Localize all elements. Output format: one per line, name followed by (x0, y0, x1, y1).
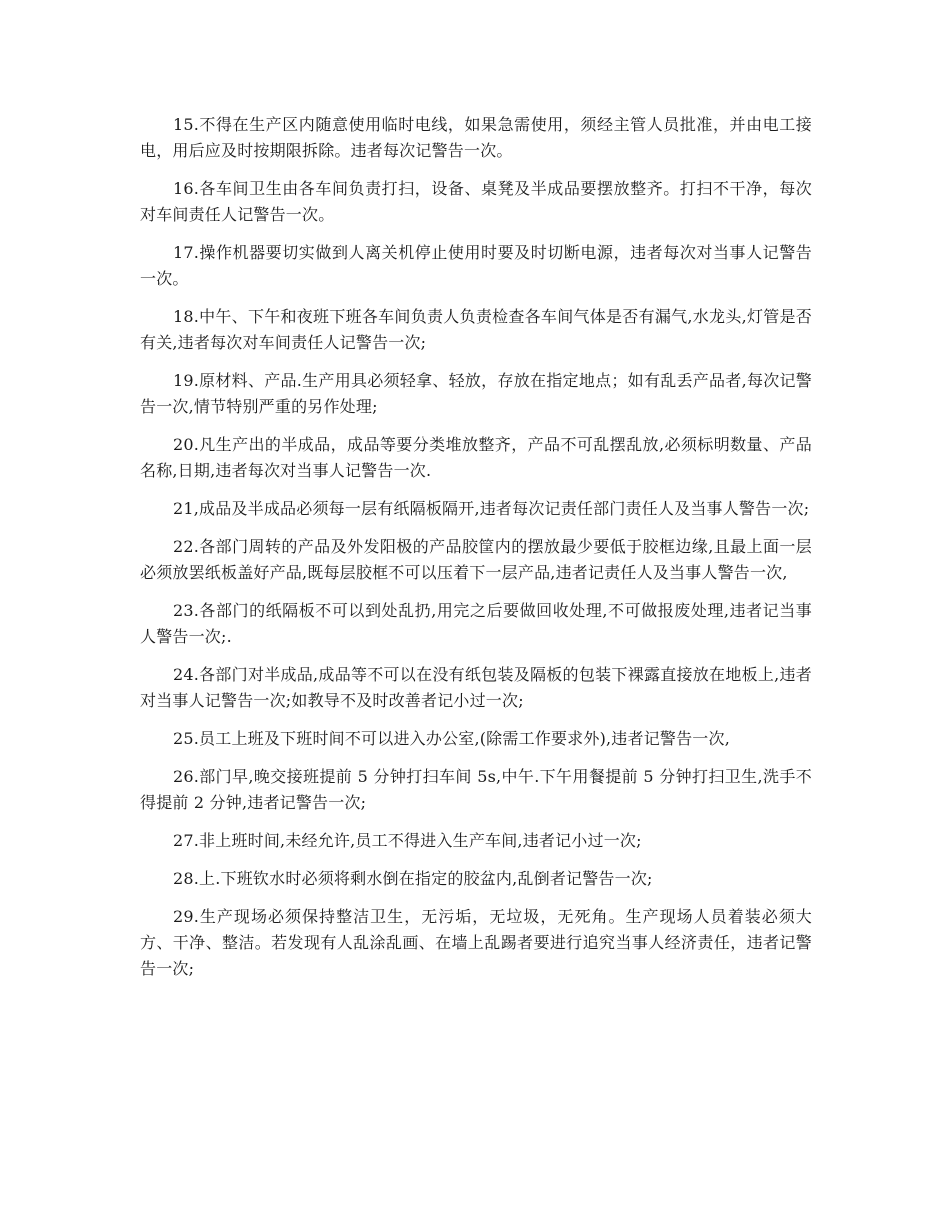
rule-paragraph-22: 22.各部门周转的产品及外发阳极的产品胶筐内的摆放最少要低于胶框边缘,且最上面一层必须放罢纸板盖好产品,既每层胶框不可以压着下一层产品,违者记责任人及当事人警告一次, (140, 537, 812, 582)
rule-paragraph-17: 17.操作机器要切实做到人离关机停止使用时要及时切断电源，违者每次对当事人记警告一次。 (140, 243, 812, 288)
rule-paragraph-27: 27.非上班时间,未经允许,员工不得进入生产车间,违者记小过一次; (173, 831, 642, 850)
rule-paragraph-28: 28.上.下班钦水时必须将剩水倒在指定的胶盆内,乱倒者记警告一次; (173, 869, 653, 888)
rule-paragraph-18: 18.中午、下午和夜班下班各车间负责人负责检查各车间气体是否有漏气,水龙头,灯管是否有关,违者每次对车间责任人记警告一次; (140, 307, 812, 352)
rule-paragraph-24: 24.各部门对半成品,成品等不可以在没有纸包装及隔板的包装下裸露直接放在地板上,违者对当事人记警告一次;如教导不及时改善者记小过一次; (140, 665, 812, 710)
rule-paragraph-20: 20.凡生产出的半成品，成品等要分类堆放整齐，产品不可乱摆乱放,必须标明数量、产品名称,日期,违者每次对当事人记警告一次. (140, 435, 812, 480)
rule-paragraph-21: 21,成品及半成品必须每一层有纸隔板隔开,违者每次记责任部门责任人及当事人警告一次; (173, 499, 810, 518)
rule-paragraph-25: 25.员工上班及下班时间不可以进入办公室,(除需工作要求外),违者记警告一次, (173, 729, 730, 748)
rule-paragraph-29: 29.生产现场必须保持整洁卫生，无污垢，无垃圾，无死角。生产现场人员着装必须大方、干净、整洁。若发现有人乱涂乱画、在墙上乱踢者要进行追究当事人经济责任，违者记警告一次; (140, 907, 812, 978)
rule-paragraph-19: 19.原材料、产品.生产用具必须轻拿、轻放，存放在指定地点；如有乱丢产品者,每次记警告一次,情节特别严重的另作处理; (140, 371, 812, 416)
rule-paragraph-15: 15.不得在生产区内随意使用临时电线，如果急需使用，须经主管人员批准，并由电工接电，用后应及时按期限拆除。违者每次记警告一次。 (140, 115, 812, 160)
document-body (140, 112, 812, 994)
rule-paragraph-23: 23.各部门的纸隔板不可以到处乱扔,用完之后要做回收处理,不可做报废处理,违者记当事人警告一次;. (140, 601, 812, 646)
rule-paragraph-26: 26.部门早,晚交接班提前 5 分钟打扫车间 5s,中午.下午用餐提前 5 分钟打扫卫生,洗手不得提前 2 分钟,违者记警告一次; (140, 767, 812, 812)
rule-paragraph-16: 16.各车间卫生由各车间负责打扫，设备、桌凳及半成品要摆放整齐。打扫不干净，每次对车间责任人记警告一次。 (140, 179, 812, 224)
